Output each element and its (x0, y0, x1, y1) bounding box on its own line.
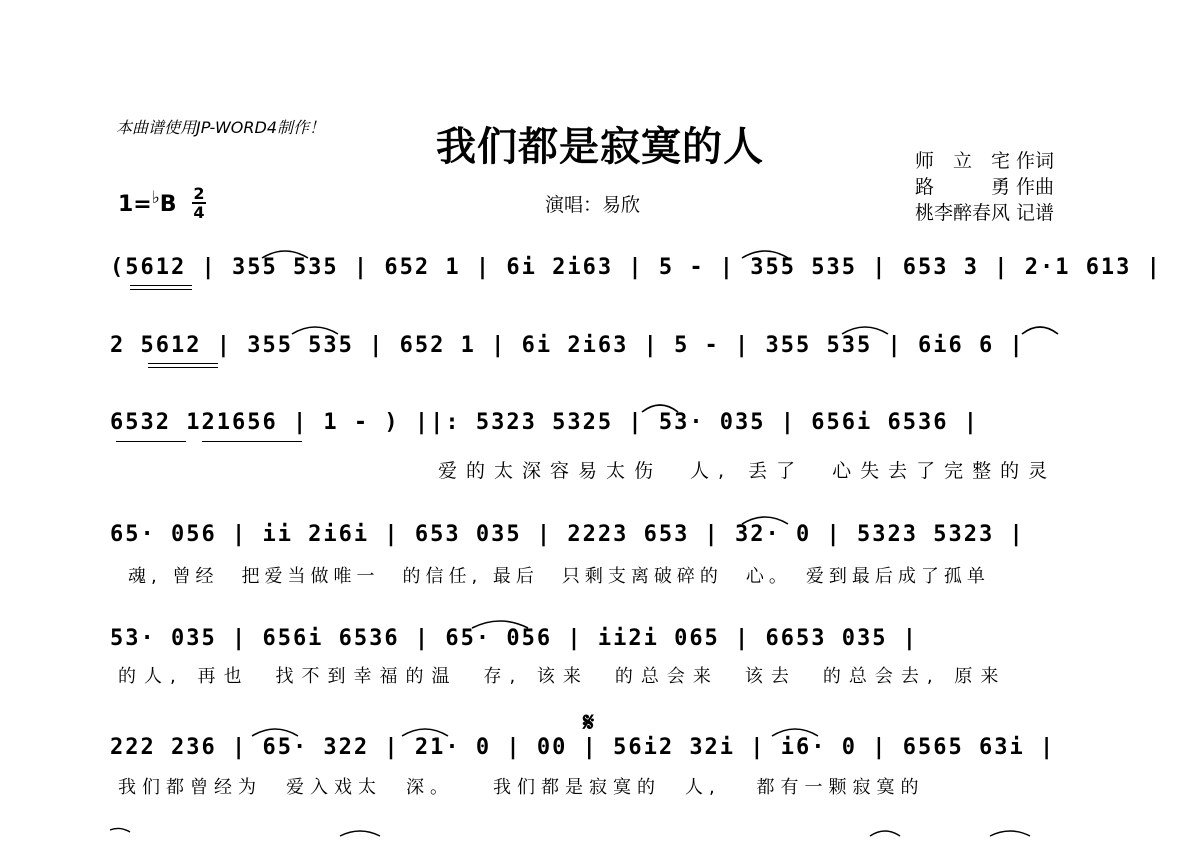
row-5-lyrics: 的人, 再也 找不到幸福的温 存, 该来 的总会来 该去 的总会去, 原来 (118, 666, 1007, 687)
score-row-1 (110, 255, 1162, 280)
tie-arc (290, 322, 340, 336)
tie-arc (740, 246, 790, 260)
tie-arc (840, 322, 890, 336)
segno-icon: 𝄋 (583, 708, 595, 738)
tie-arc (260, 246, 310, 260)
score-row-4 (110, 522, 1090, 587)
beam-line (148, 363, 218, 364)
row-4-lyrics: 魂, 曾经 把爱当做唯一 的信任, 最后 只剩支离破碎的 心。 爱到最后成了孤单 (128, 566, 990, 587)
row-4-notes: 65· 056 | ii 2i6i | 653 035 | 2223 653 | 32· 0 | 5323 5323 | (110, 522, 1025, 547)
score-row-3 (110, 410, 1090, 482)
tie-arc (770, 724, 820, 738)
score-row-5 (110, 626, 1090, 687)
tie-arc (640, 400, 680, 414)
time-signature (192, 186, 206, 220)
cutoff-row (110, 826, 1090, 850)
flat-icon: ♭ (151, 188, 160, 208)
row-2-notes: 2 5612 | 355 535 | 652 1 | 6i 2i63 | 5 - | 355 535 | 6i6 6 | (110, 333, 1025, 358)
production-note: 本曲谱使用JP-WORD4制作！ (116, 118, 326, 137)
key-note: B (159, 192, 177, 217)
score-row-2 (110, 333, 1090, 358)
key-signature (118, 188, 177, 217)
row-6-notes: 222 236 | 65· 322 | 21· 0 | 00 | 56i2 32i | i6· 0 | 6565 63i | (110, 735, 1056, 760)
key-prefix: 1= (118, 192, 152, 217)
meter-top: 2 (193, 184, 205, 203)
composer-credit: 路 勇 作曲 (915, 176, 1055, 198)
row-3-lyrics: 爱的太深容易太伤 人, 丢了 心失去了完整的灵 (438, 460, 1057, 482)
credits-block (915, 148, 1054, 226)
row-3-notes: 6532 121656 | 1 - ) ||: 5323 5325 | 53· 035 | 656i 6536 | (110, 410, 979, 435)
row-6-lyrics: 我们都曾经为 爱入戏太 深。 我们都是寂寞的 人, 都有一颗寂寞的 (118, 777, 925, 798)
tie-arc (740, 512, 790, 526)
beam-line (130, 289, 192, 290)
row-5-notes: 53· 035 | 656i 6536 | 65· 056 | ii2i 065 | 6653 035 | (110, 626, 918, 651)
tie-arc (1020, 322, 1060, 336)
singer-credit: 演唱：易欣 (545, 194, 641, 216)
row-1-notes: (5612 | 355 535 | 652 1 | 6i 2i63 | 5 - | 355 535 | 653 3 | 2·1 613 | (110, 255, 1162, 280)
transcriber-credit: 桃李醉春风 记谱 (915, 202, 1055, 224)
beam-line (148, 367, 218, 368)
beam-line (202, 441, 302, 442)
lyricist-credit: 师 立 宅 作词 (915, 150, 1055, 172)
tie-arc (250, 724, 300, 738)
score-row-6 (110, 735, 1090, 798)
beam-line (130, 285, 192, 286)
tie-arc (400, 724, 450, 738)
beam-line (116, 441, 186, 442)
tie-arc (470, 616, 530, 630)
meter-bottom: 4 (193, 203, 205, 222)
page-title: 我们都是寂寞的人 (436, 123, 764, 170)
